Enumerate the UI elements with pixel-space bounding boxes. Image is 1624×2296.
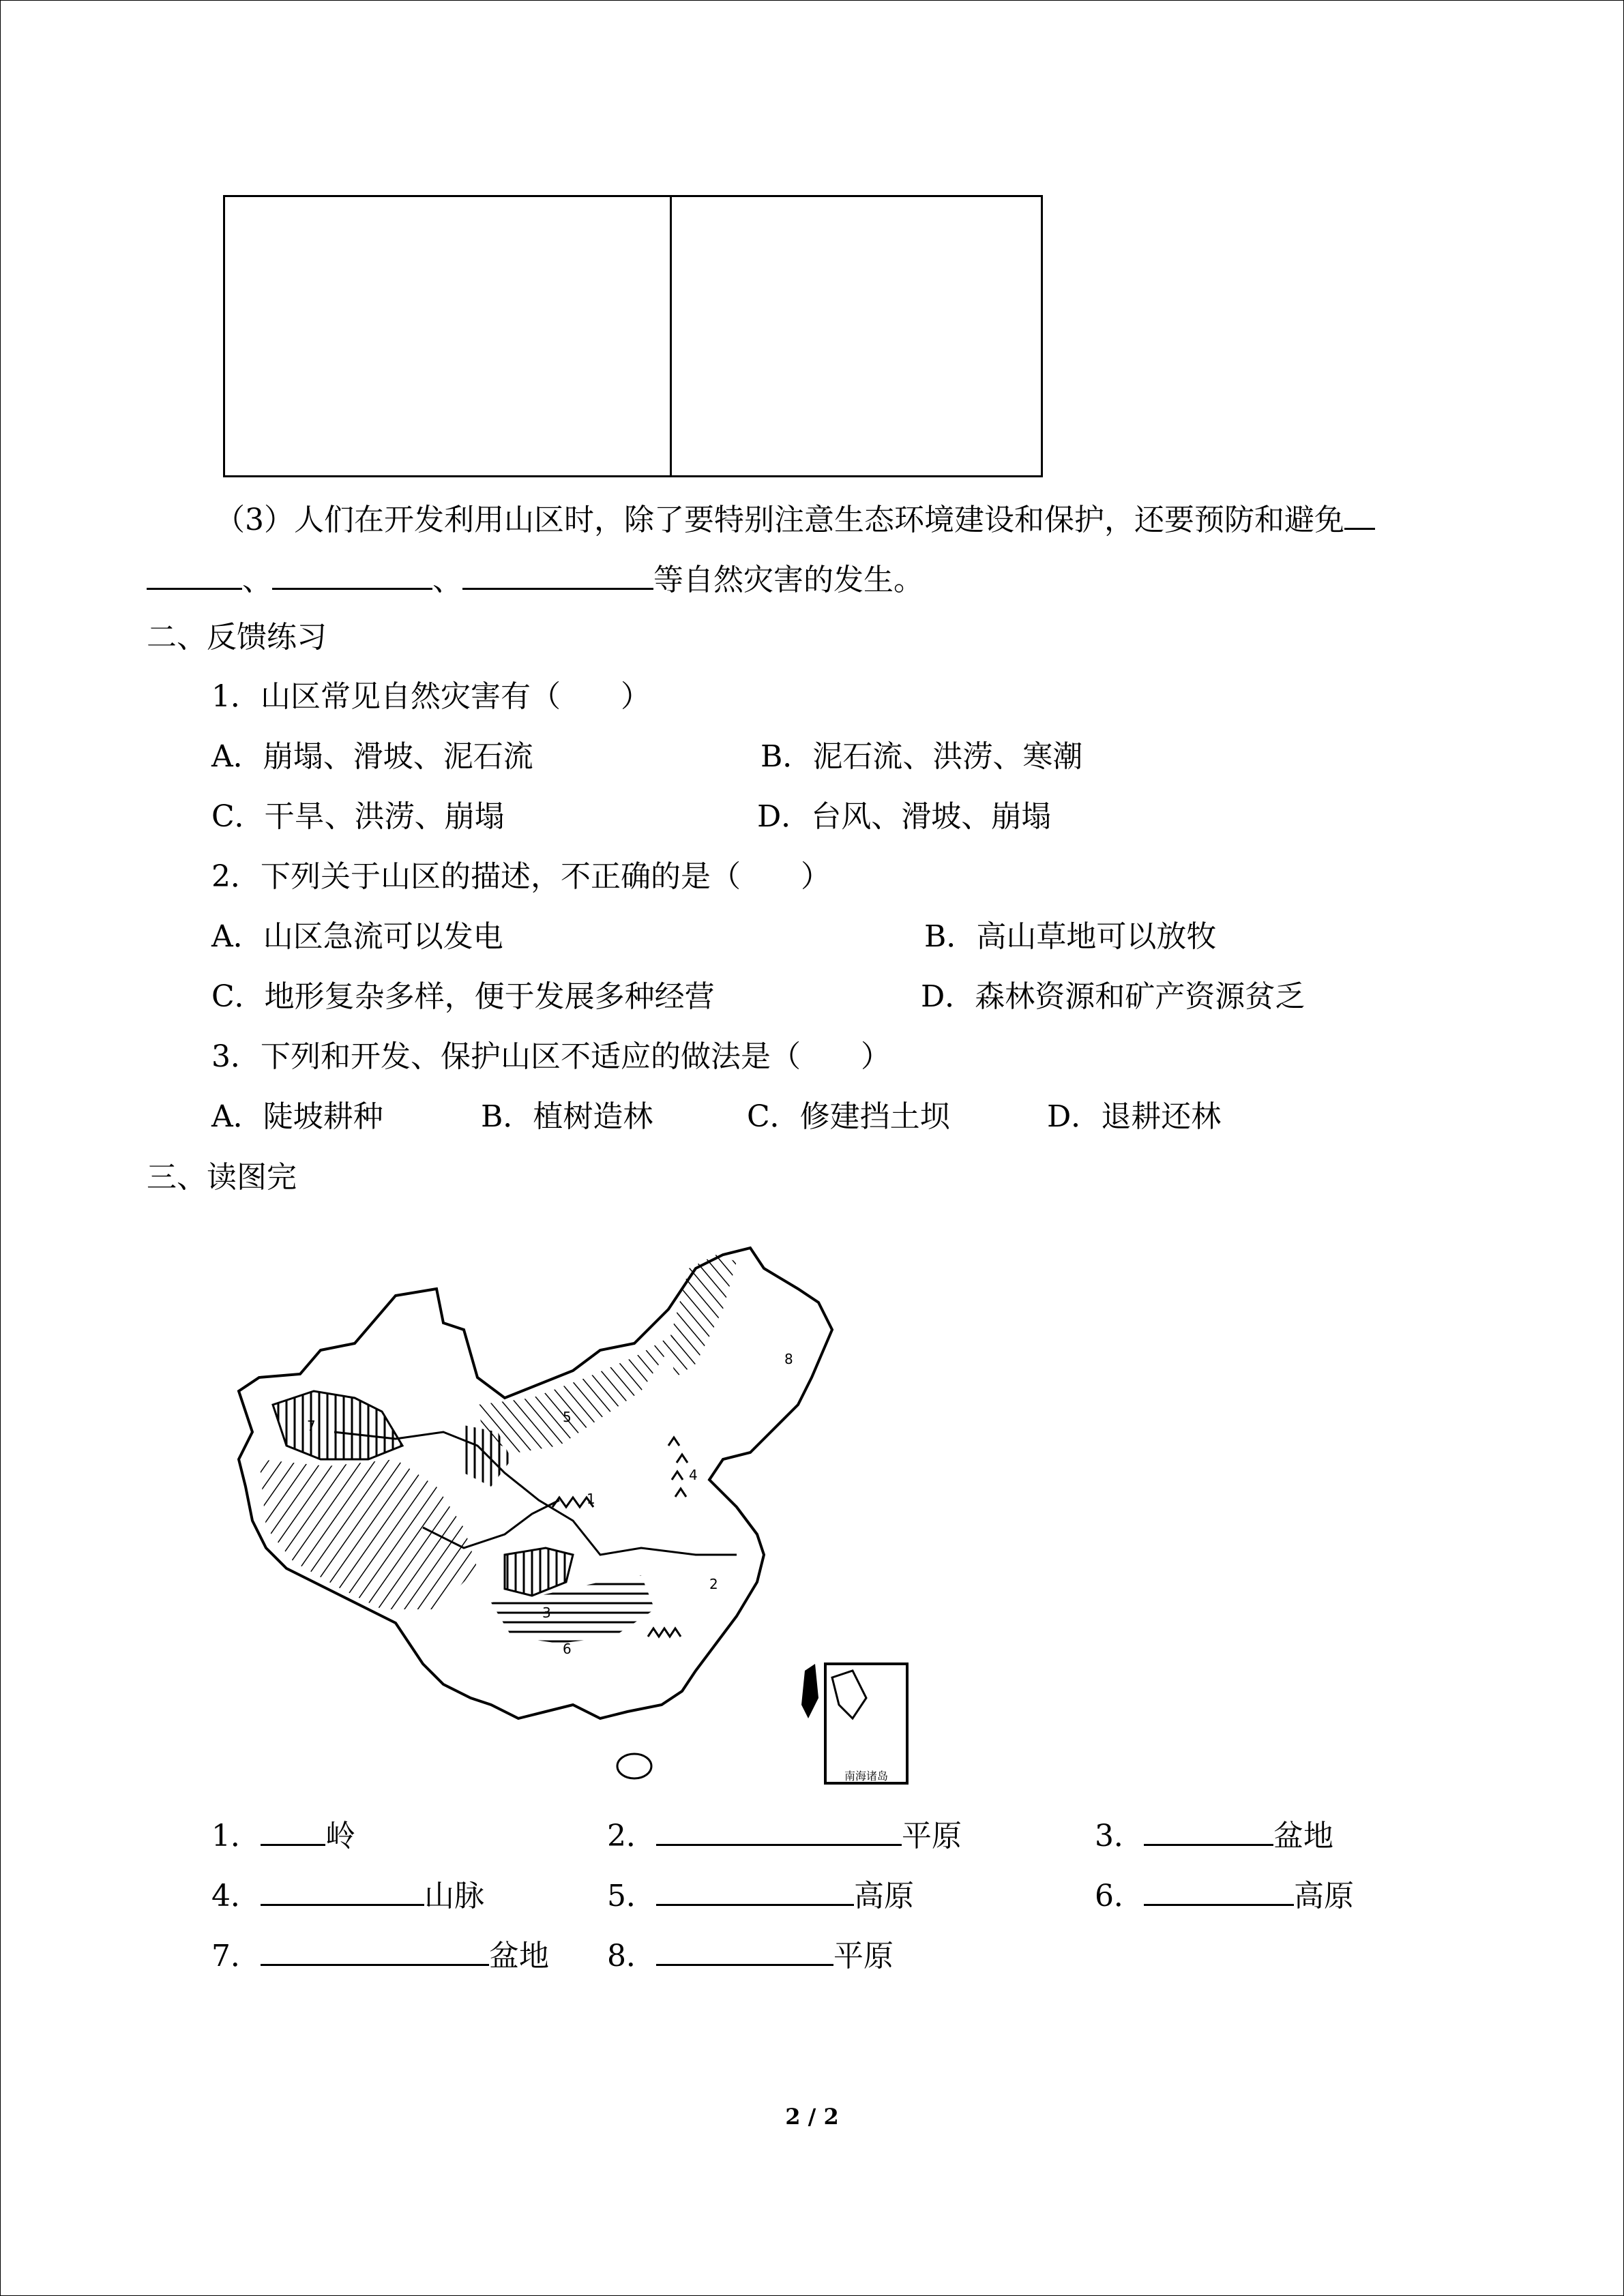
fill-blank-8[interactable] (656, 1934, 833, 1966)
blank-1a[interactable] (1344, 498, 1375, 530)
map-label-4: 4 (689, 1467, 698, 1483)
region-northeast-range (668, 1255, 737, 1377)
inset-label: 南海诸岛 (844, 1770, 889, 1783)
question-1-stem: 1．山区常见自然灾害有（ ） (211, 679, 651, 714)
blank-3[interactable] (462, 558, 653, 590)
q2-option-b[interactable]: B．高山草地可以放牧 (924, 919, 1217, 954)
fill-blank-6[interactable] (1144, 1874, 1294, 1906)
fill-item-7: 7． 盆地 (211, 1934, 549, 1977)
q2-option-d[interactable]: D．森林资源和矿产资源贫乏 (921, 979, 1305, 1014)
separator: 、 (432, 563, 462, 597)
fill-item-2: 2． 平原 (607, 1814, 962, 1857)
q3-option-d[interactable]: D．退耕还林 (1047, 1099, 1222, 1134)
q1-option-a[interactable]: A．崩塌、滑坡、泥石流 (211, 739, 533, 774)
q3-tail: 等自然灾害的发生。 (653, 563, 924, 597)
q3-line2 (147, 558, 924, 601)
taiwan-island (801, 1664, 818, 1718)
q1-option-d[interactable]: D．台风、滑坡、崩塌 (757, 799, 1052, 834)
region-tibet (259, 1459, 477, 1609)
blank-2[interactable] (272, 558, 432, 590)
q3-text: （3）人们在开发利用山区时，除了要特别注意生态环境建设和保护，还要预防和避免 (215, 503, 1344, 537)
q3-option-a[interactable]: A．陡坡耕种 (211, 1099, 383, 1134)
fill-blank-2[interactable] (656, 1814, 902, 1846)
fill-item-3: 3． 盆地 (1095, 1814, 1333, 1857)
map-label-7: 7 (307, 1418, 316, 1434)
q3-line1 (215, 498, 1375, 541)
map-label-6: 6 (563, 1641, 572, 1657)
q1-option-b[interactable]: B．泥石流、洪涝、寒潮 (761, 739, 1083, 774)
map-label-3: 3 (542, 1605, 551, 1621)
fill-item-8: 8． 平原 (607, 1934, 894, 1977)
inset-coast (832, 1671, 866, 1718)
q2-option-a[interactable]: A．山区急流可以发电 (211, 919, 503, 954)
region-3 (505, 1548, 573, 1596)
map-label-5: 5 (563, 1409, 572, 1425)
map-label-1: 1 (587, 1491, 595, 1507)
question-2-stem: 2．下列关于山区的描述，不正确的是（ ） (211, 859, 831, 894)
table-divider (670, 197, 672, 475)
q2-option-c[interactable]: C．地形复杂多样，便于发展多种经营 (211, 979, 715, 1014)
map-label-8: 8 (784, 1351, 793, 1367)
fill-item-6: 6． 高原 (1095, 1874, 1354, 1917)
region-7 (273, 1391, 402, 1459)
q3-option-b[interactable]: B．植树造林 (481, 1099, 653, 1134)
fill-blank-4[interactable] (261, 1874, 424, 1906)
map-label-2: 2 (709, 1576, 718, 1592)
fill-item-1: 1． 岭 (211, 1814, 355, 1857)
fill-blank-1[interactable] (261, 1814, 325, 1846)
question-3-stem: 3．下列和开发、保护山区不适应的做法是（ ） (211, 1039, 891, 1074)
q1-option-c[interactable]: C．干旱、洪涝、崩塌 (211, 799, 505, 834)
fill-blank-3[interactable] (1144, 1814, 1273, 1846)
region-5 (477, 1330, 682, 1452)
fill-blank-5[interactable] (656, 1874, 854, 1906)
fill-item-4: 4． 山脉 (211, 1874, 484, 1917)
page-number: 2 / 2 (785, 2104, 839, 2130)
q3-option-c[interactable]: C．修建挡土坝 (747, 1099, 950, 1134)
blank-1b[interactable] (147, 558, 242, 590)
answer-table (223, 195, 1043, 477)
china-map (218, 1227, 914, 1793)
section-3-title: 三、读图完 (147, 1160, 297, 1195)
section-2-title: 二、反馈练习 (147, 620, 327, 655)
fill-item-5: 5． 高原 (607, 1874, 914, 1917)
fill-blank-7[interactable] (261, 1934, 489, 1966)
hainan-island (617, 1754, 651, 1778)
inset-frame (825, 1664, 907, 1783)
separator: 、 (242, 563, 272, 597)
